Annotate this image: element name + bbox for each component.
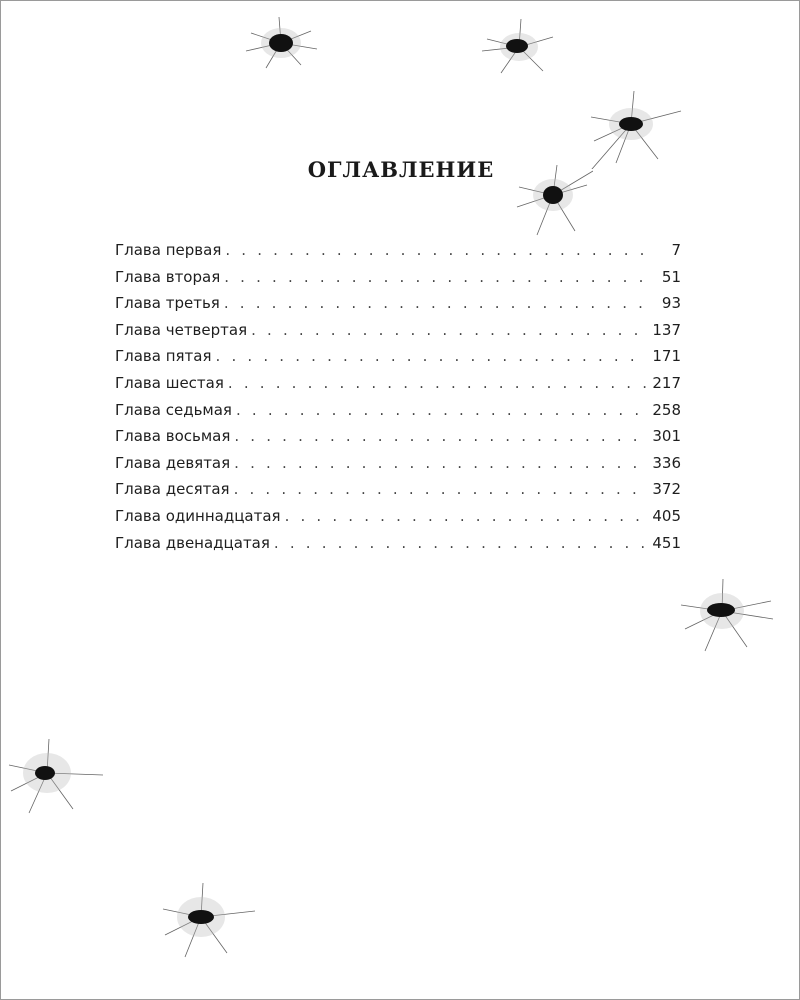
toc-entry[interactable]	[115, 268, 681, 295]
bullet-hole-icon	[7, 735, 107, 815]
toc-entry-page: 93	[661, 294, 681, 313]
toc-entry[interactable]	[115, 321, 681, 348]
toc-entry-page: 336	[652, 453, 681, 472]
toc-entry[interactable]	[115, 347, 681, 374]
toc-entry-title: Глава вторая	[115, 267, 221, 286]
toc-entry-page: 301	[652, 427, 681, 446]
toc-entry[interactable]	[115, 454, 681, 481]
toc-entry-page: 217	[652, 373, 681, 392]
dot-leader	[251, 321, 647, 339]
toc-entry-title: Глава одиннадцатая	[115, 506, 281, 525]
toc-entry[interactable]	[115, 401, 681, 428]
toc-entry-page: 137	[652, 320, 681, 339]
dot-leader	[225, 241, 647, 259]
dot-leader	[236, 401, 647, 419]
toc-entry-page: 51	[661, 267, 681, 286]
toc-entry-page: 7	[671, 241, 681, 259]
dot-leader	[274, 534, 647, 552]
dot-leader	[228, 374, 647, 392]
toc-entry-title: Глава третья	[115, 294, 220, 313]
toc-entry-title: Глава шестая	[115, 373, 224, 392]
toc-entry-title: Глава двенадцатая	[115, 533, 270, 552]
toc-entry[interactable]	[115, 374, 681, 401]
toc-entry-page: 171	[652, 347, 681, 366]
dot-leader	[224, 268, 647, 286]
dot-leader	[224, 294, 647, 312]
toc-entry[interactable]	[115, 294, 681, 321]
dot-leader	[216, 347, 647, 365]
page-title: ОГЛАВЛЕНИЕ	[307, 157, 495, 182]
toc-entry[interactable]	[115, 534, 681, 561]
toc-entry[interactable]	[115, 427, 681, 454]
toc-entry-title: Глава девятая	[115, 453, 231, 472]
toc-entry-title: Глава десятая	[115, 480, 230, 499]
bullet-hole-icon	[677, 575, 777, 655]
bullet-hole-icon	[159, 879, 259, 959]
toc-entry-title: Глава седьмая	[115, 400, 232, 419]
toc-entry-title: Глава пятая	[115, 347, 212, 366]
toc-entry[interactable]	[115, 507, 681, 534]
bullet-hole-icon	[241, 13, 321, 73]
toc-entry-page: 258	[652, 400, 681, 419]
toc-entry-page: 372	[652, 480, 681, 499]
toc-entry-page: 405	[652, 506, 681, 525]
dot-leader	[234, 427, 647, 445]
dot-leader	[285, 507, 647, 525]
dot-leader	[234, 480, 647, 498]
bullet-hole-icon	[479, 17, 559, 77]
toc-entry-title: Глава восьмая	[115, 427, 231, 446]
toc-entry-title: Глава четвертая	[115, 320, 248, 339]
toc-entry-title: Глава первая	[115, 241, 222, 259]
toc-entry[interactable]	[115, 241, 681, 268]
table-of-contents	[115, 241, 681, 560]
toc-entry-page: 451	[652, 533, 681, 552]
toc-entry[interactable]	[115, 480, 681, 507]
dot-leader	[234, 454, 647, 472]
